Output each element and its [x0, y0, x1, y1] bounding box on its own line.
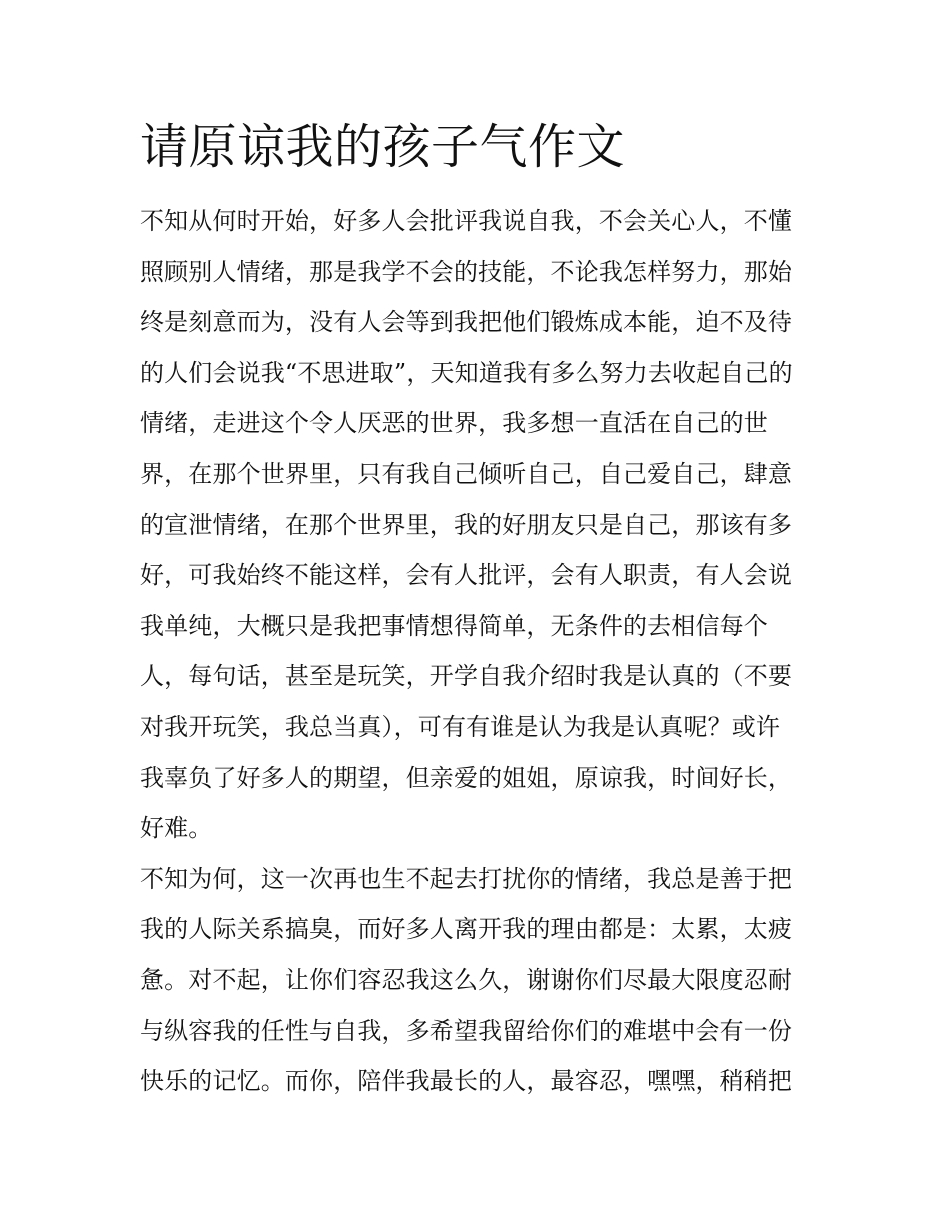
body-line: 的人们会说我“不思进取”，天知道我有多么努力去收起自己的 — [140, 358, 793, 387]
body-line: 我辜负了好多人的期望，但亲爱的姐姐，原谅我，时间好长， — [140, 763, 793, 792]
document-body — [140, 196, 820, 1107]
body-line: 照顾别人情绪，那是我学不会的技能，不论我怎样努力，那始 — [140, 257, 793, 286]
body-line: 我的人际关系搞臭，而好多人离开我的理由都是：太累，太疲 — [140, 915, 793, 944]
body-line: 的宣泄情绪，在那个世界里，我的好朋友只是自己，那该有多 — [140, 510, 793, 539]
body-line: 情绪，走进这个令人厌恶的世界，我多想一直活在自己的世 — [140, 409, 768, 438]
body-line: 不知为何，这一次再也生不起去打扰你的情绪，我总是善于把 — [140, 864, 793, 893]
body-line: 好，可我始终不能这样，会有人批评，会有人职责，有人会说 — [140, 561, 793, 590]
body-line: 不知从何时开始，好多人会批评我说自我，不会关心人，不懂 — [140, 207, 793, 235]
body-line: 好难。 — [140, 814, 213, 843]
body-line: 快乐的记忆。而你，陪伴我最长的人，最容忍，嘿嘿，稍稍把 — [140, 1067, 793, 1096]
body-line: 惫。对不起，让你们容忍我这么久，谢谢你们尽最大限度忍耐 — [140, 965, 793, 994]
body-line: 终是刻意而为，没有人会等到我把他们锻炼成本能，迫不及待 — [140, 308, 793, 337]
body-line: 我单纯，大概只是我把事情想得简单，无条件的去相信每个 — [140, 611, 768, 640]
document-title: 请原谅我的孩子气作文 — [140, 119, 626, 175]
body-line: 人，每句话，甚至是玩笑，开学自我介绍时我是认真的（不要 — [140, 662, 793, 691]
body-line: 与纵容我的任性与自我，多希望我留给你们的难堪中会有一份 — [140, 1016, 793, 1045]
body-line: 界，在那个世界里，只有我自己倾听自己，自己爱自己，肆意 — [140, 459, 793, 488]
body-line: 对我开玩笑，我总当真），可有有谁是认为我是认真呢？或许 — [140, 712, 781, 741]
